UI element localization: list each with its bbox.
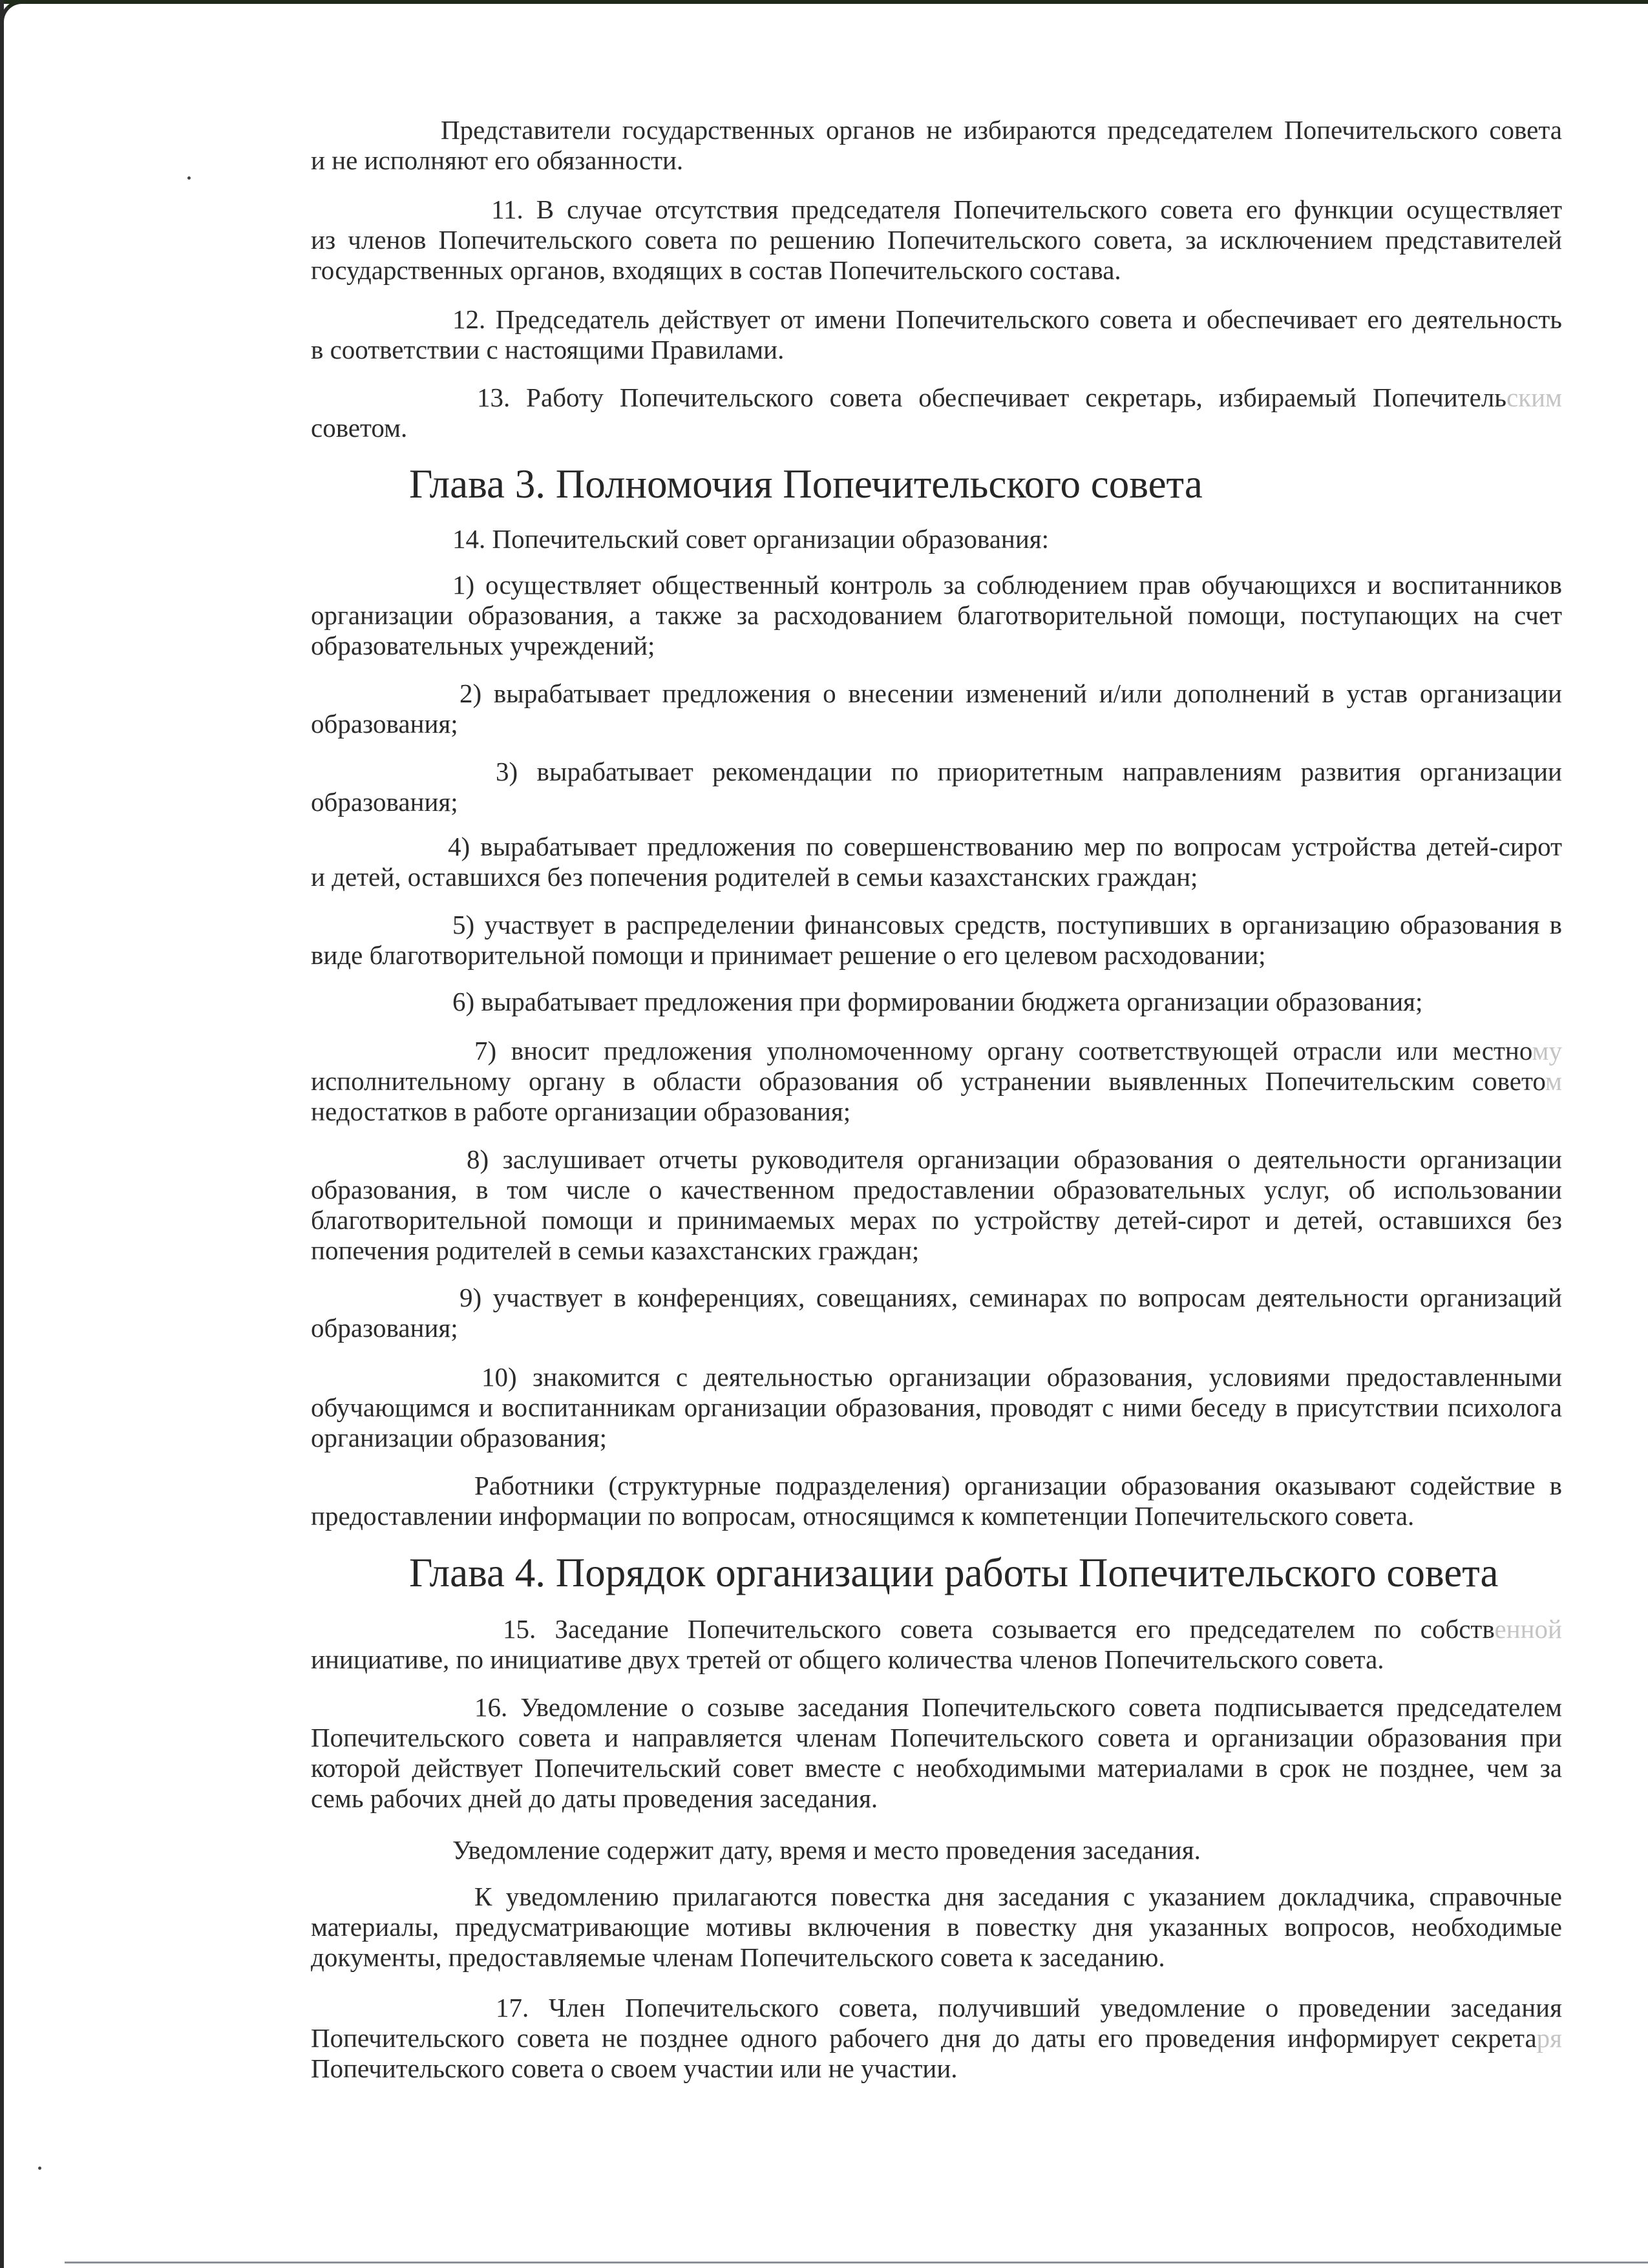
- paragraph-attachments: [311, 1882, 1562, 1973]
- text-line: предоставлении информации по вопросам, относящимся к компетенции Попечительского совета.: [311, 1501, 1415, 1531]
- text-line: документы, предоставляемые членам Попечительского совета к заседанию.: [311, 1942, 1165, 1972]
- text-line: 12. Председатель действует от имени Попечительского совета и обеспечивает его деятельность: [452, 304, 1562, 334]
- text-line: 8) заслушивает отчеты руководителя организации образования о деятельности организации: [467, 1144, 1562, 1174]
- text-line: инициативе, по инициативе двух третей от общего количества членов Попечительского совета.: [311, 1644, 1384, 1674]
- text-line: 14. Попечительский совет организации образования:: [452, 524, 1050, 554]
- paragraph-representatives: [311, 115, 1562, 176]
- text-line: 3) вырабатывает рекомендации по приоритетным направлениям развития организации: [496, 757, 1562, 786]
- text-line: недостатков в работе организации образования;: [311, 1097, 851, 1126]
- text-line: образования;: [311, 787, 458, 817]
- text-line: семь рабочих дней до даты проведения заседания.: [311, 1783, 878, 1813]
- paragraph-14-1: [311, 570, 1562, 661]
- chapter-3-heading: Глава 3. Полномочия Попечительского совета: [409, 461, 1203, 507]
- text-line: образования;: [311, 709, 458, 739]
- paragraph-14-7: [311, 1036, 1562, 1127]
- paragraph-11: [311, 194, 1562, 286]
- faded-text: енной: [1494, 1614, 1562, 1644]
- faded-text: му: [1532, 1036, 1562, 1066]
- text-line: обучающимся и воспитанникам организации образования, проводят с ними беседу в присутствии психолога: [311, 1392, 1562, 1422]
- paragraph-14-6: [311, 987, 1562, 1017]
- text-line: К уведомлению прилагаются повестка дня заседания с указанием докладчика, справочные: [474, 1882, 1562, 1911]
- text-line: Попечительского совета и направляется членам Попечительского совета и организации образования при: [311, 1723, 1562, 1752]
- paragraph-14: [311, 524, 1562, 554]
- text-segment: Попечительского совета не позднее одного рабочего дня до даты его проведения информирует секрета: [311, 2023, 1537, 2053]
- text-line: 16. Уведомление о созыве заседания Попечительского совета подписывается председателем: [474, 1692, 1562, 1722]
- text-line: 17. Член Попечительского совета, получивший уведомление о проведении заседания: [496, 1993, 1562, 2022]
- paragraph-14-10: [311, 1362, 1562, 1453]
- text-line: и детей, оставшихся без попечения родителей в семьи казахстанских граждан;: [311, 862, 1198, 892]
- text-line: советом.: [311, 413, 408, 443]
- paragraph-14-4: [311, 832, 1562, 892]
- text-segment: 7) вносит предложения уполномоченному органу соответствующей отрасли или местно: [474, 1036, 1532, 1066]
- text-line: [311, 383, 1562, 413]
- paragraph-13: [311, 383, 1562, 443]
- text-line: образовательных учреждений;: [311, 631, 655, 660]
- text-line: Попечительского совета о своем участии или не участии.: [311, 2053, 958, 2083]
- text-line: 5) участвует в распределении финансовых средств, поступивших в организацию образования в: [452, 910, 1562, 940]
- text-segment: 13. Работу Попечительского совета обеспечивает секретарь, избираемый Попечитель: [477, 383, 1506, 412]
- paragraph-15: [311, 1614, 1562, 1675]
- scan-edge-top: [0, 0, 1648, 4]
- text-segment: исполнительному органу в области образования об устранении выявленных Попечительским совето: [311, 1066, 1546, 1096]
- paragraph-14-8: [311, 1144, 1562, 1266]
- text-line: [311, 1066, 1562, 1097]
- text-segment: 15. Заседание Попечительского совета созывается его председателем по собств: [503, 1614, 1495, 1644]
- text-line: благотворительной помощи и принимаемых мерах по устройству детей-сирот и детей, оставшихся без: [311, 1205, 1562, 1235]
- text-line: из членов Попечительского совета по решению Попечительского совета, за исключением представителей: [311, 225, 1562, 255]
- scan-speck: [187, 176, 191, 180]
- paragraph-14-9: [311, 1283, 1562, 1343]
- faded-text: м: [1545, 1066, 1562, 1096]
- text-line: 9) участвует в конференциях, совещаниях, семинарах по вопросам деятельности организаций: [460, 1283, 1562, 1312]
- text-line: [311, 1036, 1562, 1066]
- text-line: образования, в том числе о качественном предоставлении образовательных услуг, об использовании: [311, 1175, 1562, 1204]
- text-line: 1) осуществляет общественный контроль за соблюдением прав обучающихся и воспитанников: [452, 570, 1562, 600]
- paragraph-14-5: [311, 910, 1562, 971]
- text-line: государственных органов, входящих в состав Попечительского состава.: [311, 255, 1121, 285]
- text-line: 4) вырабатывает предложения по совершенствованию мер по вопросам устройства детей-сирот: [448, 832, 1562, 861]
- text-line: организации образования;: [311, 1423, 607, 1453]
- scan-corner: [0, 0, 26, 26]
- paragraph-16: [311, 1692, 1562, 1814]
- chapter-4-heading: Глава 4. Порядок организации работы Попечительского совета: [409, 1550, 1499, 1595]
- faded-text: ря: [1536, 2023, 1562, 2053]
- text-line: 6) вырабатывает предложения при формировании бюджета организации образования;: [452, 987, 1423, 1016]
- paragraph-14-3: [311, 757, 1562, 817]
- text-line: виде благотворительной помощи и принимает решение о его целевом расходовании;: [311, 940, 1266, 970]
- text-line: попечения родителей в семьи казахстанских граждан;: [311, 1235, 920, 1265]
- faded-text: ским: [1506, 383, 1562, 412]
- scan-edge-bottom: [65, 2262, 1648, 2263]
- paragraph-workers: [311, 1471, 1562, 1531]
- text-line: 11. В случае отсутствия председателя Попечительского совета его функции осуществляет: [491, 194, 1562, 224]
- text-line: образования;: [311, 1313, 458, 1343]
- text-line: которой действует Попечительский совет вместе с необходимыми материалами в срок не позднее, чем за: [311, 1753, 1562, 1783]
- text-line: [311, 2023, 1562, 2053]
- text-line: [311, 1614, 1562, 1644]
- text-line: Работники (структурные подразделения) организации образования оказывают содействие в: [474, 1471, 1562, 1500]
- text-line: 2) вырабатывает предложения о внесении изменений и/или дополнений в устав организации: [460, 678, 1562, 708]
- text-line: организации образования, а также за расходованием благотворительной помощи, поступающих на счет: [311, 600, 1562, 630]
- text-line: 10) знакомится с деятельностью организации образования, условиями предоставленными: [481, 1362, 1562, 1392]
- scan-edge-left: [0, 0, 4, 2268]
- scan-speck: [38, 2167, 41, 2170]
- text-line: материалы, предусматривающие мотивы включения в повестку дня указанных вопросов, необходимые: [311, 1912, 1562, 1942]
- text-line: Представители государственных органов не избираются председателем Попечительского совета: [441, 115, 1562, 145]
- paragraph-notice: [311, 1835, 1562, 1865]
- text-line: Уведомление содержит дату, время и место проведения заседания.: [452, 1835, 1201, 1865]
- text-line: и не исполняют его обязанности.: [311, 145, 684, 175]
- text-line: в соответствии с настоящими Правилами.: [311, 335, 785, 364]
- paragraph-17: [311, 1993, 1562, 2084]
- paragraph-12: [311, 304, 1562, 365]
- paragraph-14-2: [311, 678, 1562, 739]
